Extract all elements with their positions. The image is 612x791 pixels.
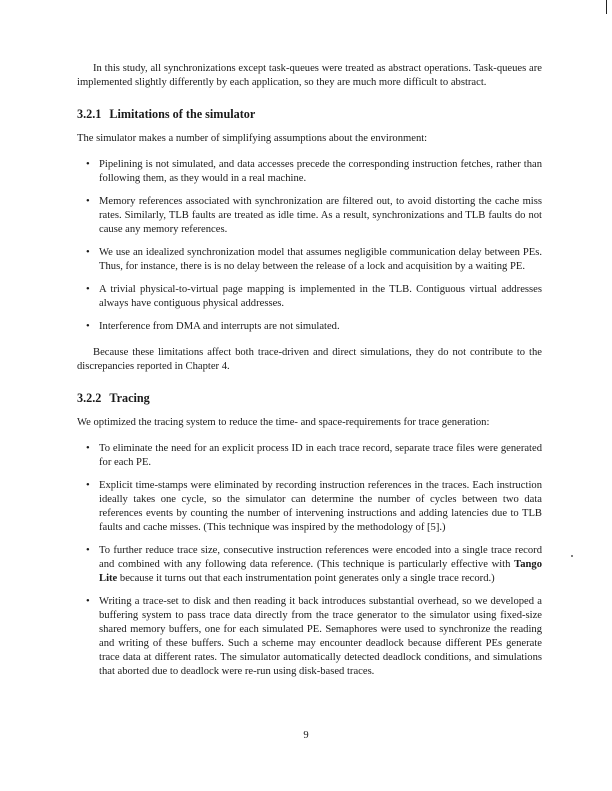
- list-item-text: [99, 545, 542, 584]
- page-number: 9: [303, 730, 309, 741]
- limitations-list: [77, 158, 542, 334]
- bullet-icon: •: [86, 247, 90, 258]
- section-heading-tracing: [77, 391, 542, 406]
- bullet-icon: •: [86, 321, 90, 332]
- bullet-icon: •: [86, 545, 90, 556]
- list-item-text: A trivial physical-to-virtual page mapping is implemented in the TLB. Contiguous virtual addresses always have contiguous physical addresses.: [99, 284, 542, 309]
- list-item-text: Writing a trace-set to disk and then reading it back introduces substantial overhead, so we developed a buffering system to pass trace data directly from the trace generator to the simulator using fixed-size shared memory buffers, one for each simulated PE. Semaphores were used to synchronize the reading and writing of these buffers. Such a scheme may encounter deadlock because different PEs generate trace data at different rates. The simulator automatically detected deadlock conditions, and simulations that aborted due to deadlock were re-run using disk-based traces.: [99, 596, 542, 677]
- tracing-list: [77, 442, 542, 679]
- intro-paragraph: In this study, all synchronizations except task-queues were treated as abstract operations. Task-queues are implemented slightly differently by each application, so they are much more difficult to abstract.: [77, 63, 542, 88]
- list-item-text: We use an idealized synchronization model that assumes negligible communication delay between PEs. Thus, for instance, there is is no delay between the release of a lock and acquisition by a waiting PE.: [99, 247, 542, 272]
- list-item: [77, 442, 542, 470]
- list-item-text: Memory references associated with synchronization are filtered out, to avoid distorting the cache miss rates. Similarly, TLB faults are treated as idle time. As a result, synchronizations and TLB faults do not cause any memory references.: [99, 196, 542, 235]
- bullet-icon: •: [86, 480, 90, 491]
- section-title: Tracing: [109, 391, 150, 405]
- section-number: 3.2.2: [77, 391, 102, 405]
- list-item: [77, 595, 542, 679]
- list-item-text: Interference from DMA and interrupts are not simulated.: [99, 321, 340, 332]
- list-item: [77, 320, 542, 334]
- list-item: [77, 544, 542, 586]
- bullet-icon: •: [86, 159, 90, 170]
- scan-edge-mark: [606, 0, 607, 14]
- section-heading-limitations: [77, 107, 542, 122]
- list-item: [77, 283, 542, 311]
- list-item: [77, 479, 542, 535]
- text-run: To further reduce trace size, consecutive instruction references were encoded into a single trace record and combined with any following data reference. (This technique is particularly effective with: [99, 545, 542, 570]
- bullet-icon: •: [86, 196, 90, 207]
- list-item: [77, 158, 542, 186]
- section-lead: The simulator makes a number of simplifying assumptions about the environment:: [77, 133, 428, 144]
- page-body: [77, 62, 542, 679]
- section-lead: We optimized the tracing system to reduce the time- and space-requirements for trace generation:: [77, 417, 490, 428]
- list-item: [77, 246, 542, 274]
- list-item-text: Explicit time-stamps were eliminated by recording instruction references in the traces. Each instruction ideally takes one cycle, so the simulator can determine the number of cycles between two data references events by counting the number of intervening instructions and adding latencies due to TLB faults and cache misses. (This technique was inspired by the methodology of [5].): [99, 480, 542, 533]
- scan-speck: [571, 555, 573, 557]
- closing-paragraph: Because these limitations affect both trace-driven and direct simulations, they do not contribute to the discrepancies reported in Chapter 4.: [77, 347, 542, 372]
- list-item-text: Pipelining is not simulated, and data accesses precede the corresponding instruction fetches, rather than following them, as they would in a real machine.: [99, 159, 542, 184]
- text-run: because it turns out that each instrumentation point generates only a single trace record.): [117, 573, 495, 584]
- section-number: 3.2.1: [77, 107, 102, 121]
- list-item: [77, 195, 542, 237]
- bullet-icon: •: [86, 284, 90, 295]
- tool-name: Tango Lite: [99, 559, 542, 584]
- bullet-icon: •: [86, 596, 90, 607]
- section-title: Limitations of the simulator: [109, 107, 256, 121]
- bullet-icon: •: [86, 443, 90, 454]
- list-item-text: To eliminate the need for an explicit process ID in each trace record, separate trace files were generated for each PE.: [99, 443, 542, 468]
